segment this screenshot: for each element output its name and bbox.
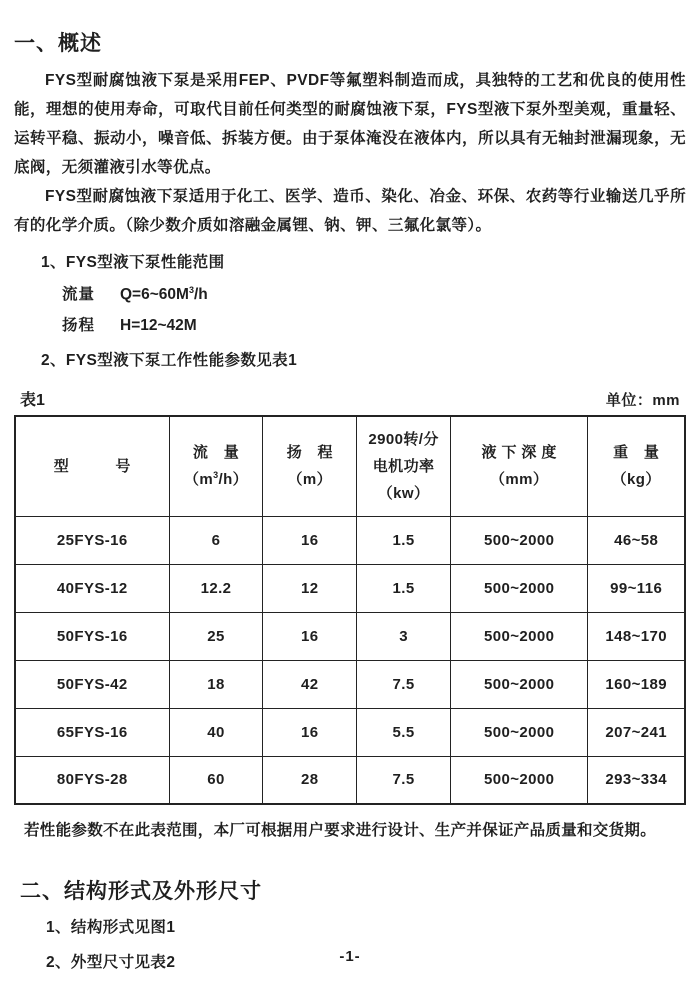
table-row [15, 756, 685, 804]
flow-label: 流量 [62, 286, 96, 303]
table-reference-item: 2、FYS型液下泵工作性能参数见表1 [41, 352, 298, 369]
cell-head: 42 [263, 660, 357, 708]
cell-power: 3 [357, 612, 451, 660]
cell-flow: 12.2 [169, 564, 263, 612]
cell-weight: 99~116 [588, 564, 685, 612]
cell-flow: 25 [169, 612, 263, 660]
table-header-row [15, 416, 685, 516]
cell-weight: 160~189 [588, 660, 685, 708]
cell-flow: 18 [169, 660, 263, 708]
structure-reference-item: 1、结构形式见图1 [46, 919, 176, 936]
cell-depth: 500~2000 [450, 564, 587, 612]
header-model: 型 号 [15, 416, 169, 516]
cell-head: 12 [263, 564, 357, 612]
cell-weight: 148~170 [588, 612, 685, 660]
performance-parameters-table [14, 415, 686, 805]
flow-unit-superscript: 3 [213, 470, 219, 481]
table-note: 若性能参数不在此表范围，本厂可根据用户要求进行设计、生产并保证产品质量和交货期。 [24, 822, 657, 839]
cell-power: 5.5 [357, 708, 451, 756]
head-value: H=12~42M [120, 317, 197, 334]
header-motor-power: 2900转/分 电机功率 （kw） [357, 416, 451, 516]
table-row [15, 612, 685, 660]
cell-flow: 40 [169, 708, 263, 756]
table-unit-label: 单位：mm [605, 392, 680, 409]
cell-power: 7.5 [357, 756, 451, 804]
cell-flow: 6 [169, 516, 263, 564]
cell-model: 80FYS-28 [15, 756, 169, 804]
flow-superscript: 3 [188, 284, 194, 295]
cell-weight: 293~334 [588, 756, 685, 804]
section1-heading: 一、概述 [14, 32, 102, 55]
cell-weight: 207~241 [588, 708, 685, 756]
cell-power: 1.5 [357, 516, 451, 564]
section1-paragraph-1: FYS型耐腐蚀液下泵是采用FEP、PVDF等氟塑料制造而成，具独特的工艺和优良的使用性能，理想的使用寿命，可取代目前任何类型的耐腐蚀液下泵，FYS型液下泵外型美观，重量轻、运转平稳、振动小，噪音低、拆装方便。由于泵体淹没在液体内，所以具有无轴封泄漏现象，无底阀，无须灌液引水等优点。 [14, 72, 686, 176]
cell-head: 16 [263, 612, 357, 660]
cell-flow: 60 [169, 756, 263, 804]
head-spec-line [14, 313, 686, 338]
cell-power: 1.5 [357, 564, 451, 612]
cell-depth: 500~2000 [450, 612, 587, 660]
table-row [15, 564, 685, 612]
cell-model: 65FYS-16 [15, 708, 169, 756]
cell-head: 16 [263, 516, 357, 564]
flow-value: $Q=6\sim 60M^3/h$ [120, 284, 208, 303]
cell-head: 28 [263, 756, 357, 804]
cell-model: 25FYS-16 [15, 516, 169, 564]
dimensions-reference-item: 2、外型尺寸见表2 [46, 954, 176, 971]
cell-model: 50FYS-16 [15, 612, 169, 660]
table-row [15, 516, 685, 564]
cell-weight: 46~58 [588, 516, 685, 564]
cell-model: 40FYS-12 [15, 564, 169, 612]
table-caption-row [14, 387, 686, 410]
table-row [15, 660, 685, 708]
page-number: -1- [339, 948, 361, 965]
table-row [15, 708, 685, 756]
cell-depth: 500~2000 [450, 516, 587, 564]
header-weight: 重 量 （kg） [588, 416, 685, 516]
header-head: 扬 程 （m） [263, 416, 357, 516]
table-caption: 表1 [20, 392, 45, 409]
section1-paragraph-2: FYS型耐腐蚀液下泵适用于化工、医学、造币、染化、冶金、环保、农药等行业输送几乎所有的化学介质。（除少数介质如溶融金属锂、钠、钾、三氟化氯等）。 [14, 188, 686, 234]
head-label: 扬程 [62, 317, 96, 334]
performance-range-item: 1、FYS型液下泵性能范围 [41, 254, 225, 271]
header-submerged-depth: 液 下 深 度 （mm） [450, 416, 587, 516]
cell-depth: 500~2000 [450, 708, 587, 756]
cell-power: 7.5 [357, 660, 451, 708]
section2-heading: 二、结构形式及外形尺寸 [20, 880, 262, 903]
cell-head: 16 [263, 708, 357, 756]
cell-depth: 500~2000 [450, 660, 587, 708]
header-flow: 流 量 $(m^3/h)$ [169, 416, 263, 516]
flow-spec-line [14, 282, 686, 307]
cell-depth: 500~2000 [450, 756, 587, 804]
cell-model: 50FYS-42 [15, 660, 169, 708]
